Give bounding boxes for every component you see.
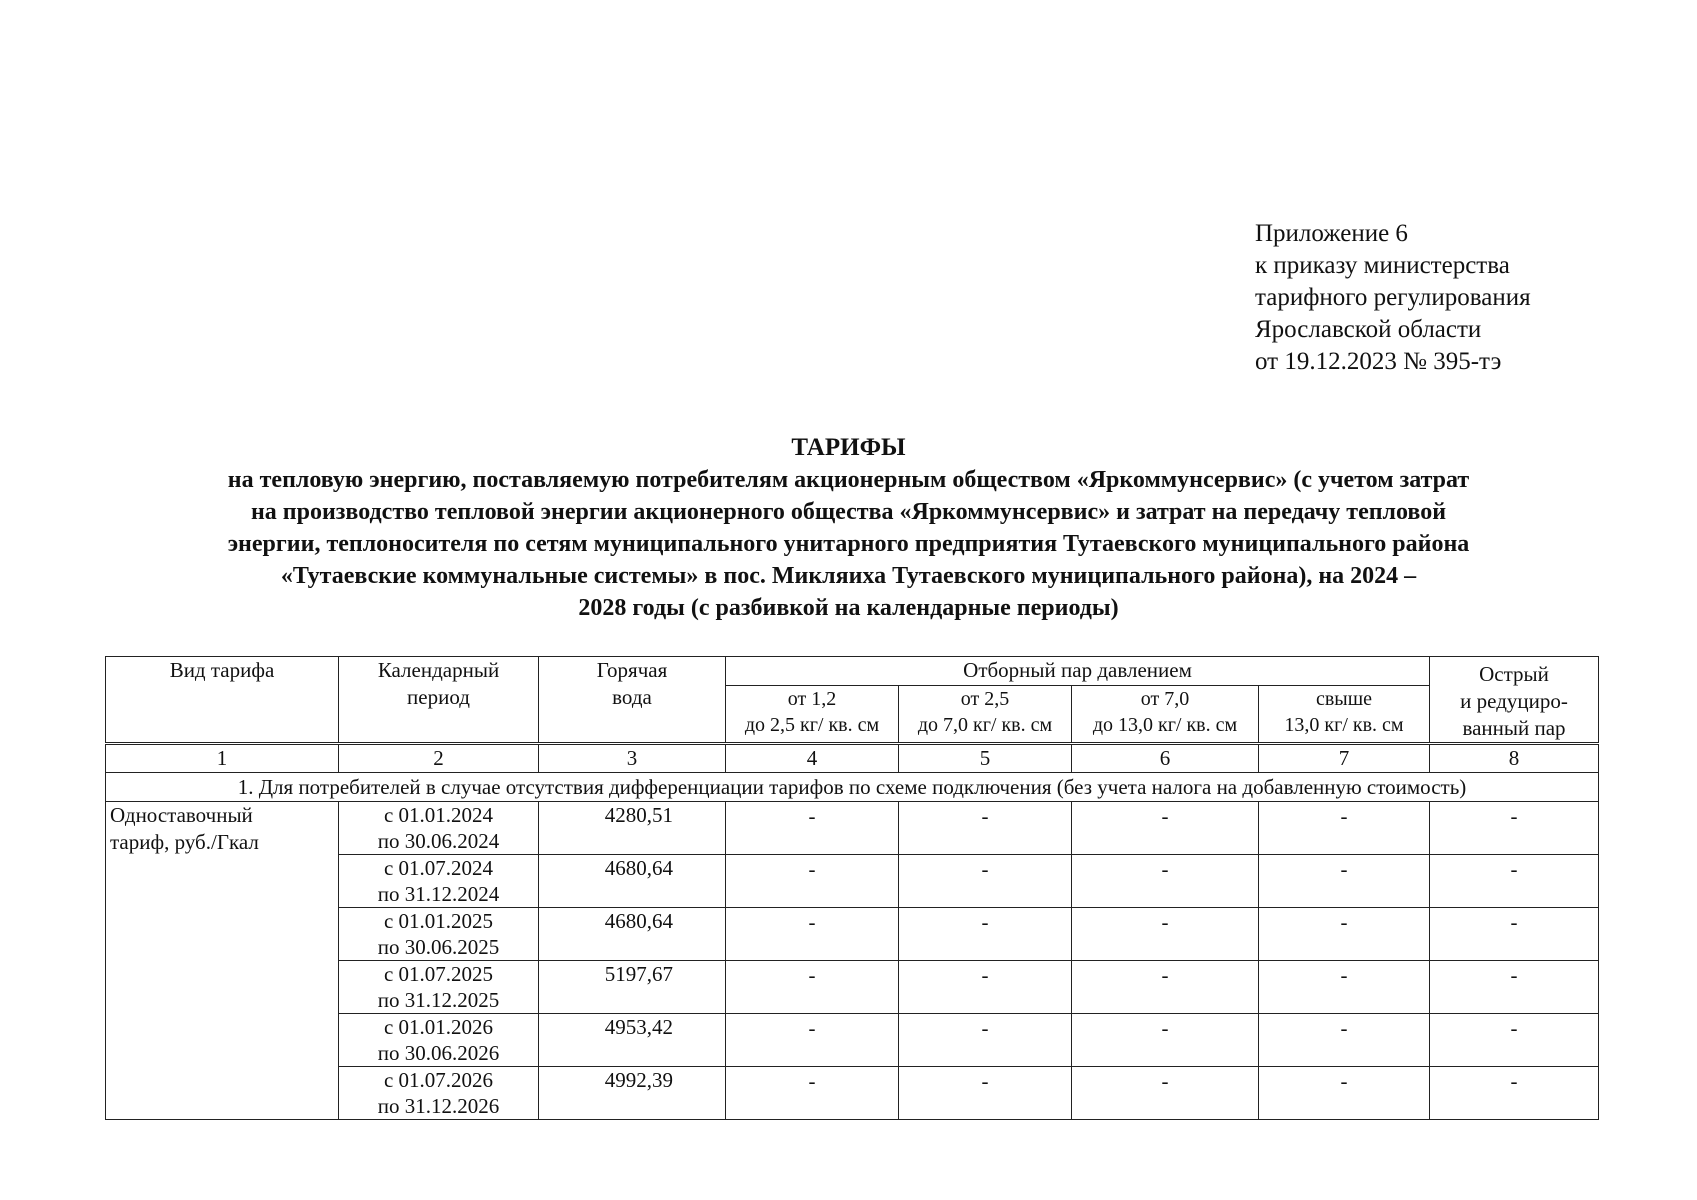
- hot-water-value: 4953,42: [539, 1014, 726, 1067]
- dash-cell: -: [1072, 1014, 1259, 1067]
- header-hot-water: Горячая вода: [539, 657, 726, 743]
- dash-cell: -: [1430, 802, 1599, 855]
- dash-cell: -: [1259, 1067, 1430, 1120]
- column-number: 7: [1259, 745, 1430, 773]
- header-steam-range-4: [1259, 686, 1430, 743]
- tariff-kind-line: тариф, руб./Гкал: [110, 830, 259, 854]
- dash-cell: -: [1072, 961, 1259, 1014]
- header-sharp-line: Острый: [1479, 662, 1549, 686]
- hot-water-value: 4992,39: [539, 1067, 726, 1120]
- column-number: 1: [106, 745, 339, 773]
- dash-cell: -: [899, 855, 1072, 908]
- period-cell: [339, 1067, 539, 1120]
- period-from: с 01.07.2024: [383, 856, 494, 880]
- column-number: 3: [539, 745, 726, 773]
- dash-cell: -: [726, 802, 899, 855]
- period-cell: [339, 1014, 539, 1067]
- dash-cell: -: [1259, 908, 1430, 961]
- dash-cell: -: [899, 1014, 1072, 1067]
- range-to: 13,0 кг/ кв. см: [1284, 714, 1404, 736]
- column-number: 2: [339, 745, 539, 773]
- header-period: Календарный период: [339, 657, 539, 743]
- header-steam-range-2: [899, 686, 1072, 743]
- appendix-line: к приказу министерства: [1255, 252, 1510, 279]
- dash-cell: -: [1430, 855, 1599, 908]
- dash-cell: -: [1259, 961, 1430, 1014]
- hot-water-value: 4680,64: [539, 855, 726, 908]
- dash-cell: -: [1259, 855, 1430, 908]
- dash-cell: -: [899, 1067, 1072, 1120]
- period-from: с 01.07.2026: [383, 1068, 494, 1092]
- period-cell: [339, 961, 539, 1014]
- column-number: 8: [1430, 745, 1599, 773]
- range-to: до 7,0 кг/ кв. см: [917, 714, 1053, 736]
- dash-cell: -: [1430, 1067, 1599, 1120]
- dash-cell: -: [1072, 802, 1259, 855]
- section-heading: 1. Для потребителей в случае отсутствия дифференциации тарифов по схеме подключения (без учета налога на добавленную стоимость): [106, 773, 1599, 802]
- subtitle-line: на тепловую энергию, поставляемую потребителям акционерным обществом «Яркоммунсервис» (с учетом затрат: [227, 467, 1470, 493]
- document-title-block: [100, 432, 1597, 624]
- appendix-reference: [1255, 218, 1531, 378]
- period-cell: [339, 802, 539, 855]
- header-sharp-steam: [1430, 657, 1599, 743]
- appendix-line: Ярославской области: [1255, 316, 1482, 343]
- dash-cell: -: [1430, 908, 1599, 961]
- dash-cell: -: [1072, 1067, 1259, 1120]
- dash-cell: -: [1072, 908, 1259, 961]
- tariff-table-header: [105, 656, 1599, 743]
- hot-water-value: 5197,67: [539, 961, 726, 1014]
- range-from: от 2,5: [960, 688, 1010, 710]
- document-title: ТАРИФЫ: [791, 434, 906, 461]
- period-cell: [339, 908, 539, 961]
- column-number-row: [106, 745, 1599, 773]
- dash-cell: -: [1259, 802, 1430, 855]
- subtitle-line: энергии, теплоносителя по сетям муниципального унитарного предприятия Тутаевского муниципального района: [227, 531, 1470, 557]
- range-to: до 13,0 кг/ кв. см: [1092, 714, 1238, 736]
- period-from: с 01.07.2025: [383, 962, 494, 986]
- header-sharp-line: и редуциро-: [1460, 689, 1568, 713]
- dash-cell: -: [1430, 1014, 1599, 1067]
- header-steam-range-1: [726, 686, 899, 743]
- subtitle-line: 2028 годы (с разбивкой на календарные периоды): [578, 595, 1119, 621]
- column-number: 5: [899, 745, 1072, 773]
- period-to: по 30.06.2026: [377, 1041, 500, 1065]
- hot-water-value: 4280,51: [539, 802, 726, 855]
- dash-cell: -: [726, 908, 899, 961]
- range-from: свыше: [1315, 688, 1373, 710]
- period-to: по 31.12.2025: [377, 988, 500, 1012]
- subtitle-line: на производство тепловой энергии акционерного общества «Яркоммунсервис» и затрат на передачу тепловой: [250, 499, 1447, 525]
- appendix-line: от 19.12.2023 № 395-тэ: [1255, 348, 1502, 375]
- tariff-table-body: [105, 744, 1599, 1120]
- tariff-kind-line: Одноставочный: [110, 803, 253, 827]
- range-from: от 1,2: [787, 688, 837, 710]
- dash-cell: -: [899, 802, 1072, 855]
- tariff-kind-cell: [106, 802, 339, 1120]
- period-from: с 01.01.2024: [383, 803, 494, 827]
- range-to: до 2,5 кг/ кв. см: [744, 714, 880, 736]
- range-from: от 7,0: [1140, 688, 1190, 710]
- header-steam: Отборный пар давлением: [726, 657, 1430, 686]
- dash-cell: -: [899, 908, 1072, 961]
- column-number: 4: [726, 745, 899, 773]
- appendix-line: тарифного регулирования: [1255, 284, 1531, 311]
- appendix-line: Приложение 6: [1255, 220, 1408, 247]
- column-number: 6: [1072, 745, 1259, 773]
- table-row: [106, 802, 1599, 855]
- period-from: с 01.01.2026: [383, 1015, 494, 1039]
- dash-cell: -: [726, 1067, 899, 1120]
- header-steam-range-3: [1072, 686, 1259, 743]
- period-to: по 31.12.2024: [377, 882, 500, 906]
- dash-cell: -: [726, 855, 899, 908]
- period-to: по 31.12.2026: [377, 1094, 500, 1118]
- section-row: [106, 773, 1599, 802]
- header-sharp-line: ванный пар: [1462, 716, 1566, 740]
- period-to: по 30.06.2024: [377, 829, 500, 853]
- hot-water-value: 4680,64: [539, 908, 726, 961]
- period-from: с 01.01.2025: [383, 909, 494, 933]
- dash-cell: -: [1259, 1014, 1430, 1067]
- period-to: по 30.06.2025: [377, 935, 500, 959]
- document-subtitle: [100, 464, 1597, 624]
- header-kind: Вид тарифа: [106, 657, 339, 743]
- dash-cell: -: [726, 961, 899, 1014]
- dash-cell: -: [726, 1014, 899, 1067]
- dash-cell: -: [1072, 855, 1259, 908]
- dash-cell: -: [899, 961, 1072, 1014]
- period-cell: [339, 855, 539, 908]
- dash-cell: -: [1430, 961, 1599, 1014]
- subtitle-line: «Тутаевские коммунальные системы» в пос. Микляиха Тутаевского муниципального района), на 2024 –: [280, 563, 1417, 589]
